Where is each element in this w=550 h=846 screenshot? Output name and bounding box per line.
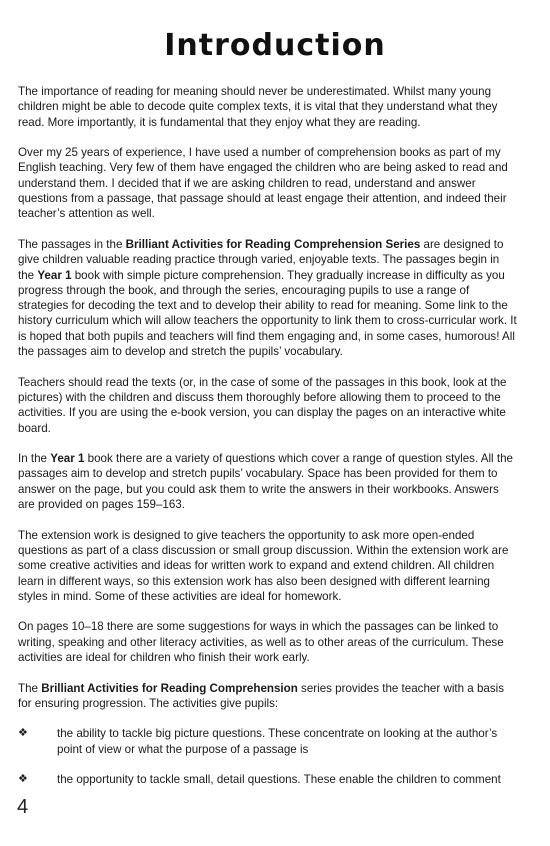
text-run: The passages in the <box>18 237 126 251</box>
bold-text: Brilliant Activities for Reading Comprehension Series <box>125 237 421 251</box>
paragraph <box>18 451 518 512</box>
paragraph <box>18 619 518 665</box>
page-number: 4 <box>17 796 29 818</box>
paragraph-list <box>18 84 518 711</box>
paragraph <box>18 145 518 221</box>
text-run: book with simple picture comprehension. They gradually increase in difficulty as you progress through the book, and through the series, encouraging pupils to use a range of strategies for decoding the text and to develop their ability to read for meaning. Some link to the history curriculum which will allow teachers the opportunity to link them to cross-curricular work. It is hoped that both pupils and teachers will find them engaging and, in some cases, humorous! All the passages aim to develop and stretch the pupils’ vocabulary. <box>18 268 517 359</box>
text-run: The <box>18 681 42 695</box>
body-text <box>18 84 518 803</box>
paragraph <box>18 237 518 359</box>
paragraph <box>18 84 518 130</box>
text-run: are designed to give children valuable reading practice through varied, enjoyable texts. The passages begin in the <box>18 237 504 282</box>
bullet-list <box>18 726 518 787</box>
bullet-item <box>18 726 518 757</box>
text-run: The extension work is designed to give teachers the opportunity to ask more open-ended questions as part of a class discussion or small group discussion. Within the extension work are some creative activities and ideas for written work to expand and extend children. All children learn in different ways, so this extension work has also been designed with different learning styles in mind. Some of these activities are ideal for homework. <box>18 528 509 603</box>
bullet-item <box>18 772 518 787</box>
text-run: The importance of reading for meaning should never be underestimated. Whilst many young children might be able to decode quite complex texts, it is vital that they understand what they read. More importantly, it is fundamental that they enjoy what they are reading. <box>18 85 498 129</box>
text-run: book there are a variety of questions which cover a range of question styles. All the passages aim to develop and stretch pupils’ vocabulary. Space has been provided for them to answer on the page, but you could ask them to write the answers in their workbooks. Answers are provided on pages 159–163. <box>18 452 513 512</box>
paragraph <box>18 528 518 604</box>
paragraph <box>18 681 518 712</box>
page-title: Introduction <box>164 28 386 63</box>
text-run: series provides the teacher with a basis for ensuring progression. The activities give pupils: <box>18 681 505 710</box>
bold-text: Brilliant Activities for Reading Comprehension <box>41 681 298 695</box>
paragraph <box>18 375 518 436</box>
bullet-diamond-icon: ❖ <box>18 773 28 786</box>
bold-text: Year 1 <box>50 452 85 466</box>
bold-text: Year 1 <box>37 268 72 282</box>
bullet-text: the ability to tackle big picture questions. These concentrate on looking at the author’s point of view or what the purpose of a passage is <box>57 727 498 756</box>
bullet-diamond-icon: ❖ <box>18 727 28 740</box>
text-run: On pages 10–18 there are some suggestions for ways in which the passages can be linked to writing, speaking and other literacy activities, as well as to other areas of the curriculum. These activities are ideal for children who finish their work early. <box>18 620 504 664</box>
bullet-text: the opportunity to tackle small, detail questions. These enable the children to comment <box>57 773 501 787</box>
text-run: Over my 25 years of experience, I have used a number of comprehension books as part of my English teaching. Very few of them have engaged the children who are being asked to read and understand them. I decided that if we are asking children to read, understand and answer questions from a passage, that passage should at least engage their attention, and indeed their teacher’s attention as well. <box>18 146 508 221</box>
text-run: Teachers should read the texts (or, in the case of some of the passages in this book, look at the pictures) with the children and discuss them thoroughly before allowing them to proceed to the activities. If you are using the e-book version, you can display the pages on an interactive white board. <box>18 375 507 435</box>
text-run: In the <box>18 452 51 466</box>
